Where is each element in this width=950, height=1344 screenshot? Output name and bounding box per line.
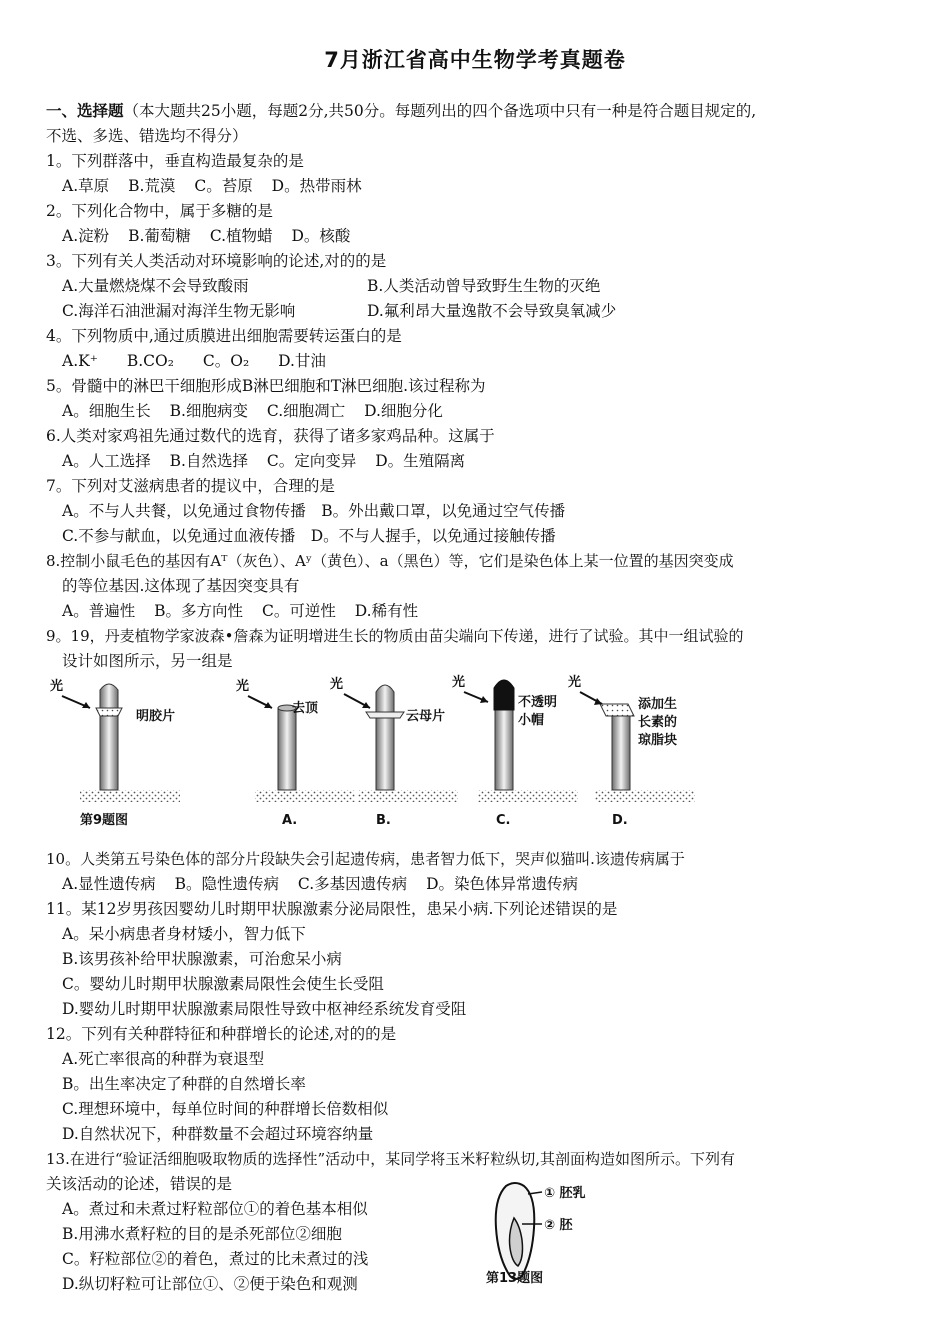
figure-9-original [50, 678, 180, 828]
q2-options [62, 226, 364, 246]
opaque-cap-label-2: 小帽 [518, 713, 545, 728]
option-c-label: C. [496, 813, 511, 828]
section-heading: 一、选择题 [46, 102, 124, 120]
q6-option-a: A。人工选择 [62, 452, 151, 470]
q10-option-c: C.多基因遗传病 [297, 875, 408, 893]
q13-option-b: B.用沸水煮籽粒的目的是杀死部位②细胞 [62, 1225, 342, 1243]
q12-option-a: A.死亡率很高的种群为衰退型 [62, 1050, 265, 1068]
opaque-cap [494, 680, 514, 710]
q3-option-c: C.海洋石油泄漏对海洋生物无影响 [62, 302, 296, 320]
q13-stem-1: 13.在进行“验证活细胞吸取物质的选择性”活动中，某同学将玉米籽粒纵切,其剖面构造如图所示。下列有 [46, 1150, 735, 1168]
q3-option-b: B.人类活动曾导致野生生物的灭绝 [367, 277, 601, 295]
q3-option-d: D.氟利昂大量逸散不会导致臭氧减少 [367, 302, 617, 320]
stem [612, 716, 630, 790]
q4-option-b: B.CO₂ [126, 352, 174, 370]
q13-stem-2: 关该活动的论述，错误的是 [46, 1175, 233, 1193]
q2-option-a: A.淀粉 [62, 227, 110, 245]
coleoptile-tip [100, 684, 118, 708]
soil-block [478, 790, 578, 802]
figure-13 [480, 1178, 620, 1288]
q4-option-a: A.K⁺ [62, 352, 98, 370]
q9-stem-2: 设计如图所示，另一组是 [62, 652, 233, 670]
q6-option-c: C。定向变异 [266, 452, 357, 470]
light-label: 光 [50, 679, 64, 694]
q5-option-c: C.细胞凋亡 [266, 402, 346, 420]
q13-option-a: A。煮过和未煮过籽粒部位①的着色基本相似 [62, 1200, 368, 1218]
q4-option-d: D.甘油 [278, 352, 326, 370]
agar-label-2: 长素的 [638, 715, 678, 730]
agar-label-1: 添加生 [638, 697, 678, 712]
section-intro-2: 不选、多选、错选均不得分） [46, 127, 248, 145]
light-label: 光 [452, 675, 466, 690]
q1-option-a: A.草原 [62, 177, 110, 195]
q10-option-a: A.显性遗传病 [62, 875, 156, 893]
q11-option-a: A。呆小病患者身材矮小，智力低下 [62, 925, 306, 943]
q8-option-d: D.稀有性 [354, 602, 419, 620]
q1-options [62, 176, 376, 196]
gelatin-label: 明胶片 [136, 709, 176, 724]
q5-option-d: D.细胞分化 [364, 402, 443, 420]
q6-options [62, 451, 479, 471]
figure-9-option-b [330, 676, 458, 828]
q2-option-b: B.葡萄糖 [128, 227, 191, 245]
embryo-label: ② 胚 [544, 1218, 573, 1233]
q8-stem-1: 8.控制小鼠毛色的基因有Aᵀ（灰色）、Aʸ（黄色）、a（黑色）等，它们是染色体上某一位置的基因突变成 [46, 552, 734, 570]
q1-stem: 1。下列群落中，垂直构造最复杂的是 [46, 152, 304, 170]
light-label: 光 [568, 675, 582, 690]
q8-option-c: C。可逆性 [261, 602, 336, 620]
q12-option-b: B。出生率决定了种群的自然增长率 [62, 1075, 306, 1093]
mica-label: 云母片 [406, 709, 446, 724]
q6-option-b: B.自然选择 [169, 452, 248, 470]
soil-block [358, 790, 458, 802]
q11-option-b: B.该男孩补给甲状腺激素，可治愈呆小病 [62, 950, 342, 968]
agar-label-3: 琼脂块 [638, 733, 678, 748]
light-label: 光 [236, 679, 250, 694]
q4-options [62, 351, 340, 371]
opaque-cap-label-1: 不透明 [518, 695, 558, 710]
q1-option-d: D。热带雨林 [271, 177, 362, 195]
soil-block [595, 790, 695, 802]
q7-options-ab: A。不与人共餐，以免通过食物传播 B。外出戴口罩，以免通过空气传播 [62, 502, 566, 520]
option-d-label: D. [612, 813, 628, 828]
page-title: 7月浙江省高中生物学考真题卷 [324, 48, 626, 72]
q10-option-d: D。染色体异常遗传病 [426, 875, 579, 893]
q8-option-a: A。普遍性 [62, 602, 136, 620]
q13-option-d: D.纵切籽粒可让部位①、②便于染色和观测 [62, 1275, 358, 1293]
agar-block [600, 704, 634, 716]
q9-stem-1: 9。19，丹麦植物学家波森•詹森为证明增进生长的物质由苗尖端向下传递，进行了试验。其中一组试验的 [46, 627, 744, 645]
q10-option-b: B。隐性遗传病 [174, 875, 279, 893]
q3-option-a: A.大量燃烧煤不会导致酸雨 [62, 277, 249, 295]
light-label: 光 [330, 677, 344, 692]
mica-sheet [366, 712, 404, 718]
q5-option-b: B.细胞病变 [169, 402, 248, 420]
q3-stem: 3。下列有关人类活动对环境影响的论述,对的的是 [46, 252, 387, 270]
q4-stem: 4。下列物质中,通过质膜进出细胞需要转运蛋白的是 [46, 327, 402, 345]
q10-options [62, 874, 592, 894]
q8-stem-2: 的等位基因.这体现了基因突变具有 [62, 577, 300, 595]
q8-option-b: B。多方向性 [154, 602, 244, 620]
stem [100, 716, 118, 790]
coleoptile-tip [376, 685, 394, 712]
q1-option-c: C。苔原 [194, 177, 253, 195]
soil-block [255, 790, 355, 802]
q5-options [62, 401, 457, 421]
stem [278, 708, 296, 790]
q7-options-cd: C.不参与献血，以免通过血液传播 D。不与人握手，以免通过接触传播 [62, 527, 556, 545]
q6-stem: 6.人类对家鸡祖先通过数代的选育，获得了诸多家鸡品种。这属于 [46, 427, 495, 445]
stem [376, 718, 394, 790]
stem [495, 708, 513, 790]
endosperm-label: ① 胚乳 [544, 1186, 586, 1201]
figure-9-option-c [452, 674, 578, 828]
q4-option-c: C。O₂ [202, 352, 250, 370]
q10-stem: 10。人类第五号染色体的部分片段缺失会引起遗传病，患者智力低下，哭声似猫叫.该遗传病属于 [46, 850, 685, 868]
section-intro [46, 101, 756, 121]
gelatin-sheet [96, 708, 122, 716]
q11-option-c: C。婴幼儿时期甲状腺激素局限性会使生长受阻 [62, 975, 384, 993]
figure-9-option-a [236, 678, 355, 828]
q2-stem: 2。下列化合物中，属于多糖的是 [46, 202, 273, 220]
q8-options [62, 601, 432, 621]
q13-option-c: C。籽粒部位②的着色，煮过的比未煮过的浅 [62, 1250, 369, 1268]
q2-option-d: D。核酸 [291, 227, 351, 245]
q12-option-c: C.理想环境中，每单位时间的种群增长倍数相似 [62, 1100, 389, 1118]
q5-option-a: A。细胞生长 [62, 402, 151, 420]
light-arrow-head [594, 698, 602, 705]
q11-option-d: D.婴幼儿时期甲状腺激素局限性导致中枢神经系统发育受阻 [62, 1000, 467, 1018]
q6-option-d: D。生殖隔离 [375, 452, 466, 470]
decapitated-label: 去顶 [292, 701, 319, 716]
option-a-label: A. [282, 813, 298, 828]
option-b-label: B. [376, 813, 391, 828]
q2-option-c: C.植物蜡 [209, 227, 273, 245]
q7-stem: 7。下列对艾滋病患者的提议中，合理的是 [46, 477, 335, 495]
section-intro-1: （本大题共25小题，每题2分,共50分。每题列出的四个备选项中只有一种是符合题目规定的, [123, 102, 757, 120]
figure-13-caption: 第13题图 [486, 1271, 544, 1286]
q11-stem: 11。某12岁男孩因婴幼儿时期甲状腺激素分泌局限性，患呆小病.下列论述错误的是 [46, 900, 618, 918]
q12-option-d: D.自然状况下，种群数量不会超过环境容纳量 [62, 1125, 374, 1143]
figure-9 [40, 668, 740, 833]
figure-9-option-d [568, 674, 695, 828]
q12-stem: 12。下列有关种群特征和种群增长的论述,对的的是 [46, 1025, 397, 1043]
figure-9-caption: 第9题图 [80, 813, 129, 828]
soil-block [80, 790, 180, 802]
q5-stem: 5。骨髓中的淋巴干细胞形成B淋巴细胞和T淋巴细胞.该过程称为 [46, 377, 486, 395]
q1-option-b: B.荒漠 [128, 177, 176, 195]
